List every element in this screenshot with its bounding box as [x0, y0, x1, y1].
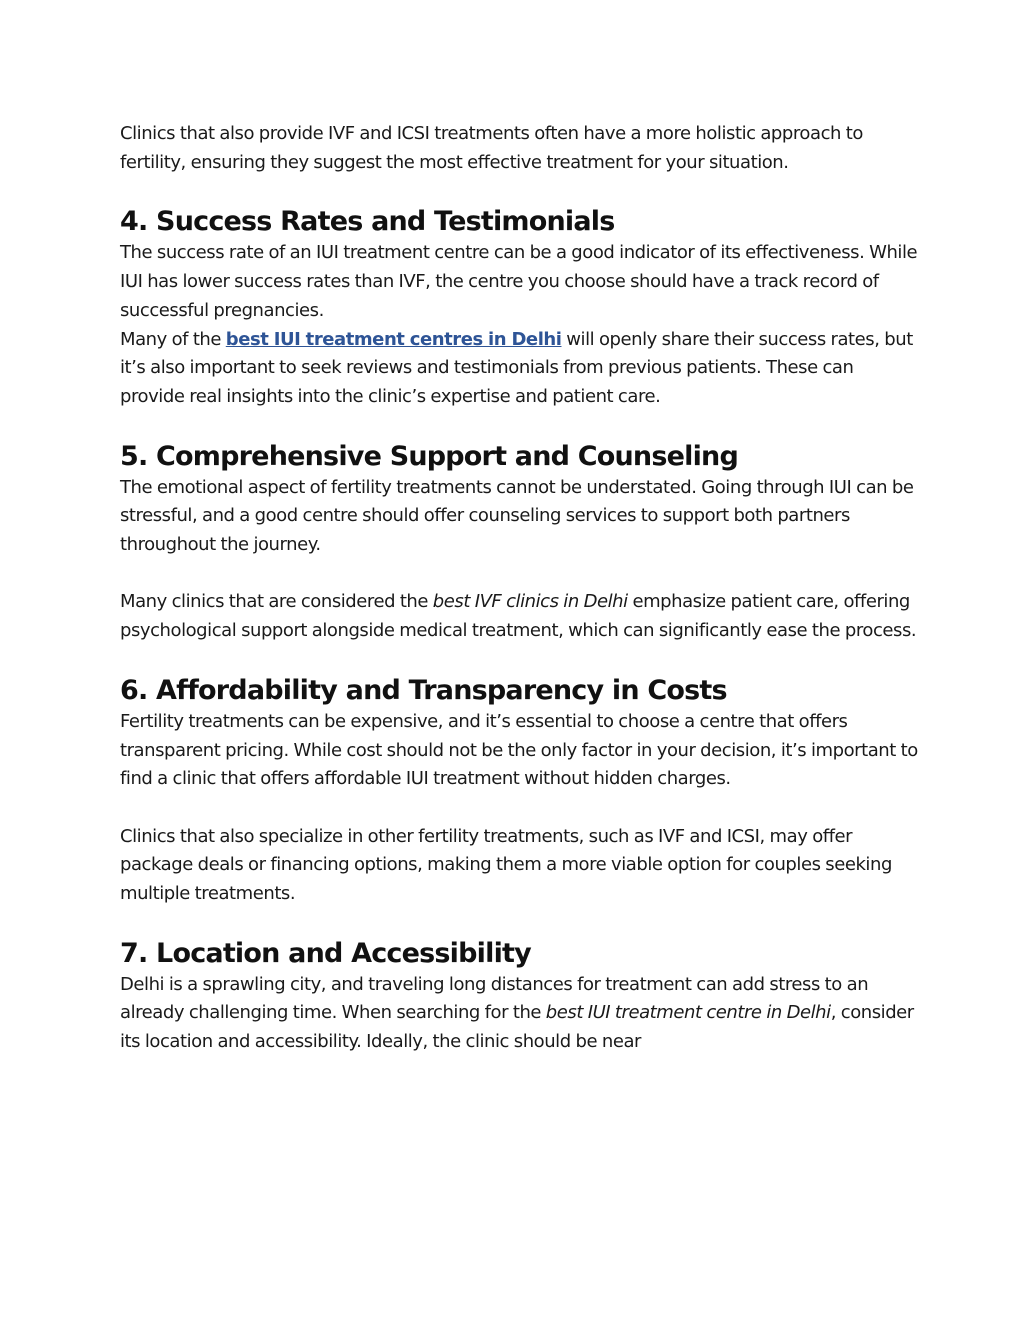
section-success-rates — [120, 205, 920, 411]
section-6-paragraph-2: Clinics that also specialize in other fertility treatments, such as IVF and ICSI, may offer package deals or financing options, making them a more viable option for couples seeking multiple treatments. — [120, 825, 892, 905]
section-4-paragraph-2 — [120, 326, 920, 412]
section-affordability — [120, 674, 920, 909]
section-5-p2-text-before: Many clinics that are considered the — [120, 591, 433, 613]
section-5-p2-text-after: emphasize patient care, offering psychological support alongside medical treatment, which can significantly ease the process. — [120, 591, 917, 642]
section-6-heading: 6. Affordability and Transparency in Costs — [120, 674, 727, 706]
best-iui-centre-emphasis: best IUI treatment centre in Delhi — [545, 1002, 831, 1024]
section-support-counseling — [120, 440, 920, 646]
best-ivf-clinics-emphasis: best IVF clinics in Delhi — [432, 591, 628, 613]
section-4-heading: 4. Success Rates and Testimonials — [120, 206, 615, 238]
section-5-heading: 5. Comprehensive Support and Counseling — [120, 440, 739, 472]
section-5-paragraph-2 — [120, 588, 920, 645]
section-4-p2-text-after: will openly share their success rates, but it’s also important to seek reviews and testimonials from previous patients. These can provide real insights into the clinic’s expertise and patient care. — [120, 328, 913, 407]
section-7-p1-text-before: Delhi is a sprawling city, and traveling long distances for treatment can add stress to an already challenging time. When searching for the — [120, 973, 869, 1024]
section-6-paragraph-1: Fertility treatments can be expensive, and it’s essential to choose a centre that offers transparent pricing. While cost should not be the only factor in your decision, it’s important to find a clinic that offers affordable IUI treatment without hidden charges. — [120, 710, 918, 790]
section-7-p1-text-after: , consider its location and accessibility. Ideally, the clinic should be near — [120, 1002, 914, 1053]
section-5-paragraph-1: The emotional aspect of fertility treatments cannot be understated. Going through IUI can be stressful, and a good centre should offer counseling services to support both partners throughout the journey. — [120, 476, 914, 556]
section-7-heading: 7. Location and Accessibility — [120, 937, 531, 969]
section-4-paragraph-1: The success rate of an IUI treatment centre can be a good indicator of its effectiveness. While IUI has lower success rates than IVF, the centre you choose should have a track record of successful pregnancies. — [120, 242, 918, 321]
best-iui-centres-link[interactable]: best IUI treatment centres in Delhi — [225, 328, 562, 350]
section-4-p2-text-before: Many of the — [120, 328, 226, 350]
section-7-paragraph-1 — [120, 971, 920, 1057]
section-location — [120, 937, 920, 1057]
intro-paragraph: Clinics that also provide IVF and ICSI treatments often have a more holistic approach to fertility, ensuring they suggest the most effective treatment for your situation. — [120, 123, 863, 173]
document-page — [120, 120, 920, 1057]
